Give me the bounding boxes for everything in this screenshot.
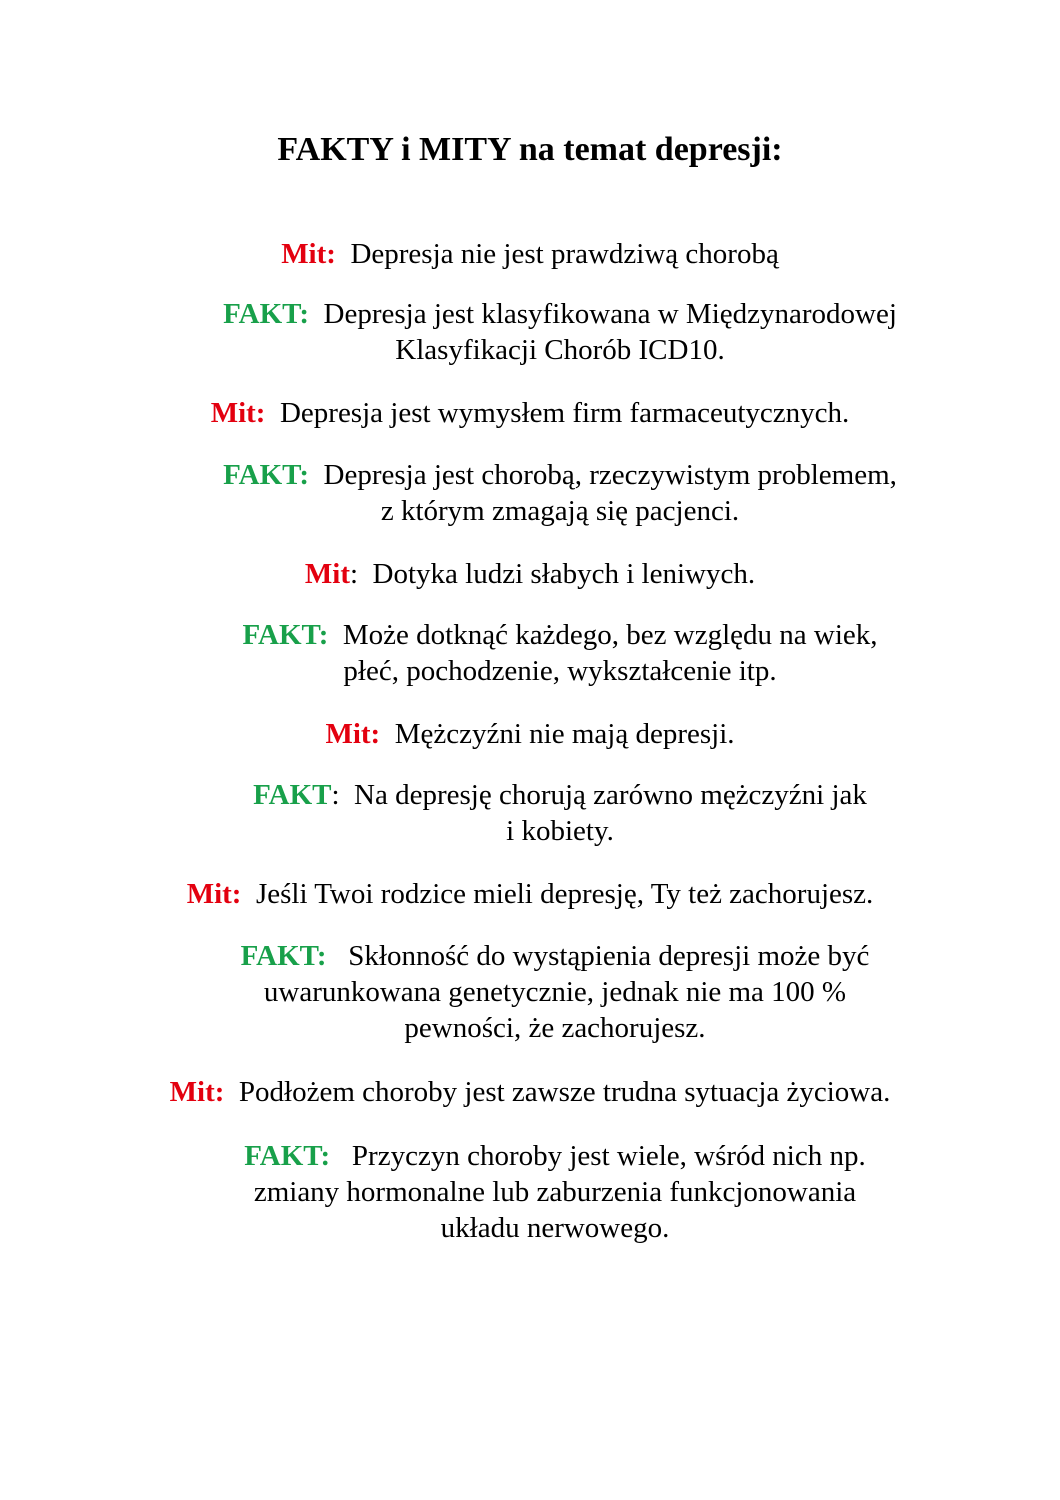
fact-item-3 — [160, 617, 960, 689]
fact-item-6 — [160, 1138, 950, 1246]
entry-text: Depresja jest wymysłem firm farmaceutycznych. — [279, 397, 850, 429]
myth-label: Mit — [304, 558, 350, 590]
myth-item-2 — [130, 395, 930, 431]
entry-line — [170, 296, 950, 332]
entry-line — [180, 556, 880, 592]
entry-text: Na depresję chorują zarówno mężczyźni jak — [354, 779, 867, 811]
page-title: FAKTY i MITY na temat depresji: — [277, 131, 783, 168]
entry-line: Klasyfikacji Chorób ICD10. — [395, 334, 725, 366]
fact-item-5 — [160, 938, 950, 1046]
entry-line: i kobiety. — [506, 815, 614, 847]
entry-line: zmiany hormonalne lub zaburzenia funkcjonowania — [253, 1176, 857, 1208]
fact-label: FAKT — [253, 779, 332, 811]
myth-label: Mit: — [325, 718, 381, 750]
entry-text: Dotyka ludzi słabych i leniwych. — [372, 558, 756, 590]
entry-line: uwarunkowana genetycznie, jednak nie ma 100 % — [263, 976, 847, 1008]
entry-text: Depresja jest klasyfikowana w Międzynarodowej — [323, 298, 897, 330]
myth-label-colon: : — [349, 558, 359, 590]
myth-item-5 — [80, 876, 980, 912]
entry-line — [80, 876, 980, 912]
entry-line — [160, 938, 950, 974]
entry-line: pewności, że zachorujesz. — [404, 1012, 706, 1044]
entry-text: Może dotknąć każdego, bez względu na wiek, — [342, 619, 878, 651]
entry-text: Mężczyźni nie mają depresji. — [394, 718, 735, 750]
fact-label: FAKT: — [223, 459, 310, 491]
entry-text: Depresja nie jest prawdziwą chorobą — [350, 238, 779, 270]
myth-label: Mit: — [169, 1076, 225, 1108]
myth-label: Mit: — [210, 397, 266, 429]
entry-line — [160, 1138, 950, 1174]
entry-line: płeć, pochodzenie, wykształcenie itp. — [343, 655, 777, 687]
entry-line — [150, 236, 910, 272]
entry-line — [180, 716, 880, 752]
entry-line: z którym zmagają się pacjenci. — [380, 495, 740, 527]
myth-label: Mit: — [186, 878, 242, 910]
entry-line — [60, 1074, 1000, 1110]
fact-item-1 — [170, 296, 950, 368]
entry-line — [160, 457, 960, 493]
myth-item-4 — [180, 716, 880, 752]
entry-text: Jeśli Twoi rodzice mieli depresję, Ty też zachorujesz. — [255, 878, 874, 910]
fact-label-colon: : — [331, 779, 340, 811]
myth-label: Mit: — [281, 238, 336, 270]
fact-item-2 — [160, 457, 960, 529]
entry-text: Skłonność do wystąpienia depresji może być — [348, 940, 870, 972]
myth-item-6 — [60, 1074, 1000, 1110]
fact-item-4 — [160, 777, 960, 849]
fact-label: FAKT: — [223, 298, 310, 330]
myth-item-1 — [150, 236, 910, 272]
entry-line — [130, 395, 930, 431]
entry-text: Podłożem choroby jest zawsze trudna sytuacja życiowa. — [238, 1076, 891, 1108]
entry-line: układu nerwowego. — [440, 1212, 670, 1244]
entry-text: Przyczyn choroby jest wiele, wśród nich np. — [351, 1140, 866, 1172]
fact-label: FAKT: — [244, 1140, 331, 1172]
myth-item-3 — [180, 556, 880, 592]
entry-line — [160, 617, 960, 653]
fact-label: FAKT: — [240, 940, 327, 972]
fact-label: FAKT: — [242, 619, 329, 651]
entry-text: Depresja jest chorobą, rzeczywistym problemem, — [323, 459, 897, 491]
entry-line — [160, 777, 960, 813]
